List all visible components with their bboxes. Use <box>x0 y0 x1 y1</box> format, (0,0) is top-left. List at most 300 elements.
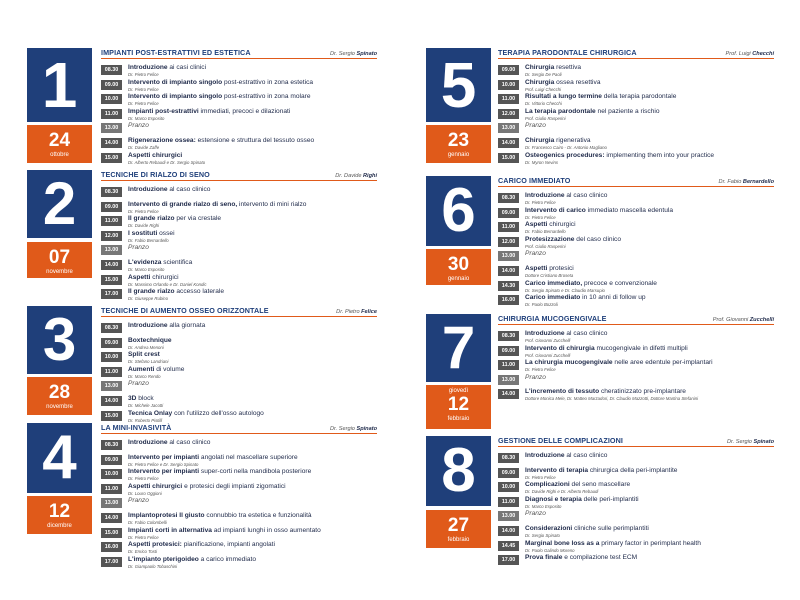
session-title-rest: al caso clinico <box>564 192 608 199</box>
time-badge: 13.00 <box>498 251 519 261</box>
module-date <box>27 125 92 163</box>
session-title <box>525 192 607 200</box>
time-badge: 13.00 <box>498 375 519 385</box>
time-badge: 11.00 <box>498 94 519 104</box>
session-title <box>525 481 630 489</box>
date-month: gennaio <box>447 276 470 282</box>
session-title <box>128 380 149 388</box>
time-badge: 17.00 <box>101 557 122 567</box>
coordinator-surname: Spinato <box>753 439 774 445</box>
module-title: CARICO IMMEDIATO <box>498 176 571 185</box>
session-speaker: Dr. Vittorio Checchi <box>525 101 562 107</box>
session-title <box>525 294 646 302</box>
module-date <box>27 377 92 415</box>
time-badge: 09.00 <box>498 65 519 75</box>
coordinator-surname: Spinato <box>356 426 377 432</box>
session-speaker: Dr. Roberto Pistilli <box>128 417 163 423</box>
session-title-bold: Split crest <box>128 351 160 359</box>
session-title-rest: del seno mascellare <box>569 481 631 489</box>
time-badge: 12.00 <box>101 231 122 241</box>
session-speaker: Dr. Enrico Tosti <box>128 549 158 555</box>
time-badge: 08.30 <box>498 331 519 341</box>
session-title-bold: Introduzione <box>128 322 168 329</box>
time-badge: 08.30 <box>101 440 122 450</box>
module-number: 2 <box>27 170 92 238</box>
schedule-list <box>101 186 377 303</box>
schedule-list <box>101 439 377 570</box>
session-title-bold: Il grande rialzo <box>128 288 175 296</box>
session-title-bold: Intervento di chirurgia <box>525 344 595 352</box>
session-title <box>128 108 290 116</box>
session-title-bold: Introduzione <box>525 330 565 337</box>
session-title <box>128 201 306 209</box>
session-speaker: Prof. Luigi Checchi <box>525 86 562 92</box>
session-speaker: Dr. Stefano Landriani <box>128 359 169 365</box>
time-badge: 10.00 <box>101 94 122 104</box>
session-speaker: Prof. Giovanni Zucchelli <box>525 338 571 343</box>
coordinator-name: Sergio <box>338 426 357 432</box>
session-title <box>525 221 576 229</box>
time-badge: 16.00 <box>101 542 122 552</box>
schedule-row <box>101 137 377 152</box>
break-row <box>498 250 774 265</box>
session-speaker: Dr. Pietro Felice <box>128 208 159 214</box>
schedule-row <box>101 527 377 542</box>
time-badge: 12.00 <box>498 237 519 247</box>
schedule-row <box>101 288 377 303</box>
schedule-row <box>101 439 377 454</box>
session-title-bold: Introduzione <box>128 439 168 446</box>
date-month: dicembre <box>47 523 72 529</box>
session-title-bold: Intervento di impianto singolo <box>128 93 223 101</box>
schedule-row <box>498 280 774 295</box>
session-title-rest: super-corti nella mandibola posteriore <box>199 468 312 476</box>
session-title <box>128 527 321 535</box>
schedule-row <box>101 108 377 123</box>
coordinator-surname: Spinato <box>356 51 377 57</box>
session-title-rest: block <box>136 394 154 402</box>
session-title-bold: Marginal bone loss as a <box>525 539 600 547</box>
schedule-row <box>498 265 774 280</box>
schedule-row <box>101 410 377 425</box>
module-coordinator <box>719 179 774 185</box>
session-title-bold: Aspetti chirurgici <box>128 482 183 490</box>
session-title-bold: Il grande rialzo <box>128 215 175 223</box>
session-title <box>525 207 673 215</box>
module-header <box>498 314 774 325</box>
session-speaker: Dottore Monica Mele, Dr. Matteo Marzadori, Dr. Claudio Mazzotti, Dottore Martina Stefanini <box>525 396 699 402</box>
date-day: 28 <box>48 382 71 403</box>
session-speaker: Dr. Pietro Felice <box>525 200 556 205</box>
session-title <box>128 468 311 476</box>
session-speaker: Prof. Giovanni Zucchelli <box>525 352 571 358</box>
session-title <box>128 230 175 238</box>
session-title <box>128 137 314 145</box>
schedule-row <box>498 525 774 540</box>
session-title-rest: pianificazione, impianti angolati <box>181 541 275 549</box>
session-title-rest: cliniche sulle perimplantiti <box>572 524 649 532</box>
session-title <box>128 512 312 520</box>
date-day: 07 <box>48 247 71 268</box>
session-title-bold: Introduzione <box>525 452 565 459</box>
time-badge: 16.00 <box>498 295 519 305</box>
session-title-bold: Tecnica Onlay <box>128 409 173 417</box>
session-title <box>525 359 713 367</box>
time-badge: 14.30 <box>498 281 519 291</box>
session-title-bold: Introduzione <box>525 192 565 199</box>
time-badge: 09.00 <box>498 346 519 356</box>
module-date <box>27 242 92 278</box>
session-title <box>525 93 676 101</box>
schedule-row <box>498 207 774 222</box>
session-title-rest: resettiva <box>554 64 582 71</box>
session-title <box>128 152 182 160</box>
date-day: 24 <box>48 130 71 151</box>
session-title-rest: al caso clinico <box>167 439 211 446</box>
module-title: LA MINI-INVASIVITÀ <box>101 423 172 432</box>
session-title-rest: Pranzo <box>128 497 149 505</box>
coordinator-name: Giovanni <box>726 317 750 323</box>
session-title <box>128 288 224 296</box>
session-title-rest: rigenerativa <box>554 136 591 144</box>
module-title: IMPIANTI POST-ESTRATTIVI ED ESTETICA <box>101 48 251 57</box>
time-badge: 09.00 <box>101 80 122 90</box>
session-title-bold: Aspetti <box>128 273 151 281</box>
session-title <box>525 137 591 145</box>
schedule-row <box>498 93 774 108</box>
time-badge: 11.00 <box>101 109 122 119</box>
session-speaker: Dr. Giuseppe Rubino <box>128 296 168 302</box>
session-title-rest: post-estrattivo in zona molare <box>222 93 311 101</box>
module-date <box>27 496 92 534</box>
module-coordinator <box>336 309 377 315</box>
session-title <box>525 330 607 338</box>
session-title-rest: della terapia parodontale <box>601 93 677 101</box>
date-month: novembre <box>46 404 73 410</box>
session-title-rest: post-estrattivo in zona estetica <box>222 78 314 86</box>
session-title-rest: Pranzo <box>525 510 546 518</box>
session-speaker: Dr. Fabio Colombelli <box>128 519 167 525</box>
time-badge: 13.00 <box>101 123 122 133</box>
time-badge: 14.45 <box>498 541 519 551</box>
break-row <box>101 244 377 259</box>
session-title-rest: Pranzo <box>525 373 546 381</box>
session-title <box>128 410 264 418</box>
session-title-bold: Osteogenics procedures: <box>525 151 605 159</box>
coordinator-surname: Bernardello <box>742 179 774 185</box>
module-coordinator <box>713 317 774 323</box>
session-title-bold: Aumenti <box>128 365 155 373</box>
session-title-bold: Chirurgia <box>525 64 555 71</box>
session-title-bold: L'impianto pterigoideo <box>128 555 199 563</box>
module-title: TERAPIA PARODONTALE CHIRURGICA <box>498 48 637 57</box>
date-day: 30 <box>447 254 470 275</box>
session-speaker: Dr. Sergio Spinato <box>525 532 560 538</box>
date-weekday: giovedì <box>448 388 469 394</box>
session-title-rest: accesso laterale <box>174 288 225 296</box>
coordinator-prefix: Dr. <box>329 426 339 432</box>
coordinator-prefix: Prof. <box>725 51 739 57</box>
session-title-rest: scientifica <box>161 258 193 266</box>
coordinator-name: Pietro <box>344 309 362 315</box>
session-title-rest: primary factor in perimplant health <box>599 539 701 547</box>
session-title-rest: immediato mascella edentula <box>585 206 674 214</box>
time-badge: 15.00 <box>101 411 122 421</box>
time-badge: 15.00 <box>498 153 519 163</box>
session-title-bold: Aspetti protesici: <box>128 541 182 549</box>
session-title-rest: nelle aree edentule per-implantari <box>612 359 713 367</box>
schedule-row <box>498 294 774 309</box>
time-badge: 08.30 <box>101 65 122 75</box>
schedule-list <box>101 322 377 424</box>
session-speaker: Dr. Pietro Felice e Dr. Sergio Spinato <box>128 461 199 467</box>
session-title-rest: implementing them into your practice <box>604 151 715 159</box>
time-badge: 17.00 <box>101 289 122 299</box>
time-badge: 13.00 <box>498 511 519 521</box>
session-speaker: Dr. Francesco Cairo - Dr. Antonio Magliano <box>525 144 607 150</box>
date-month: gennaio <box>447 152 470 158</box>
time-badge: 10.00 <box>101 352 122 362</box>
session-title-rest: intervento di mini rialzo <box>237 200 307 208</box>
schedule-list <box>101 64 377 166</box>
session-speaker: Dr. Marco Esposito <box>525 503 562 509</box>
coordinator-name: Sergio <box>735 439 754 445</box>
schedule-row <box>101 93 377 108</box>
time-badge: 13.00 <box>101 498 122 508</box>
schedule-list <box>498 64 774 166</box>
module-date <box>426 125 491 163</box>
module-number: 3 <box>27 306 92 374</box>
time-badge: 15.00 <box>101 275 122 285</box>
session-speaker: Dr. Marco Esposito <box>128 266 165 272</box>
session-title <box>525 280 657 288</box>
module-coordinator <box>335 173 377 179</box>
break-row <box>498 510 774 525</box>
session-title <box>128 186 210 194</box>
session-title-bold: Considerazioni <box>525 524 573 532</box>
coordinator-name: Luigi <box>738 51 753 57</box>
session-title-bold: 3D <box>128 394 137 402</box>
session-title-rest: chirurgica della peri-implantite <box>588 466 678 474</box>
session-title <box>128 366 184 374</box>
time-badge: 17.00 <box>498 555 519 565</box>
module-date <box>426 385 491 429</box>
session-title-bold: Intervento di impianto singolo <box>128 78 223 86</box>
schedule-row <box>101 201 377 216</box>
schedule-row <box>498 496 774 511</box>
session-title-rest: ossea resettiva <box>554 78 601 86</box>
session-title-rest: chirurgici <box>150 273 179 281</box>
schedule-row <box>101 395 377 410</box>
session-title-bold: Prova finale <box>525 554 563 562</box>
session-title-rest: connubbio tra estetica e funzionalità <box>204 511 312 519</box>
schedule-row <box>498 108 774 123</box>
schedule-row <box>498 540 774 555</box>
date-month: febbraio <box>447 537 470 543</box>
time-badge: 12.00 <box>498 109 519 119</box>
session-title <box>128 244 149 252</box>
time-badge: 11.00 <box>101 216 122 226</box>
session-title <box>128 454 298 462</box>
time-badge: 13.00 <box>498 123 519 133</box>
session-title-bold: Impianti post-estrattivi <box>128 107 199 115</box>
session-title-rest: protesici <box>547 264 574 272</box>
time-badge: 10.00 <box>101 469 122 479</box>
session-title-rest: chirurgici <box>547 221 576 229</box>
session-title <box>525 122 546 130</box>
session-title <box>525 108 660 116</box>
date-day: 23 <box>447 130 470 151</box>
session-title <box>128 64 206 72</box>
schedule-row <box>101 230 377 245</box>
session-title-rest: precoce e convenzionale <box>582 279 657 287</box>
schedule-row <box>498 467 774 482</box>
session-title-rest: per via crestale <box>174 215 222 223</box>
time-badge: 14.00 <box>101 260 122 270</box>
module-header <box>101 306 377 317</box>
session-title-rest: in 10 anni di follow up <box>580 294 646 302</box>
time-badge: 11.00 <box>101 484 122 494</box>
session-title-rest: e compilazione test ECM <box>562 554 638 562</box>
session-title <box>128 337 172 345</box>
session-title <box>525 525 649 533</box>
session-title <box>128 215 221 223</box>
schedule-row <box>498 481 774 496</box>
coordinator-prefix: Dr. <box>726 439 736 445</box>
coordinator-name: Sergio <box>338 51 357 57</box>
session-title-rest: al caso clinico <box>167 186 211 193</box>
session-title <box>525 467 677 475</box>
session-speaker: Dr. Paolo Galindo Moreno <box>525 547 575 553</box>
session-speaker: Dr. Marco Esposito <box>128 115 165 121</box>
schedule-row <box>498 64 774 79</box>
break-row <box>101 380 377 395</box>
coordinator-surname: Felice <box>361 309 377 315</box>
coordinator-prefix: Dr. <box>336 309 345 315</box>
session-speaker: Dr. Pietro Felice <box>525 367 556 373</box>
schedule-row <box>101 259 377 274</box>
session-title-rest: Pranzo <box>128 244 149 252</box>
time-badge: 11.00 <box>498 497 519 507</box>
time-badge: 14.00 <box>498 138 519 148</box>
session-title-rest: nel paziente a rischio <box>595 107 660 115</box>
session-title-bold: Protesizzazione <box>525 235 575 243</box>
session-title-bold: Intervento di grande rialzo di seno, <box>128 200 238 208</box>
session-speaker: Dr. Michele Jacotti <box>128 402 164 408</box>
session-title-bold: Intervento di carico <box>525 206 586 214</box>
session-title <box>525 345 688 353</box>
schedule-row <box>498 452 774 467</box>
session-title-bold: Carico immediato <box>525 294 581 302</box>
session-title-rest: Pranzo <box>525 250 546 258</box>
time-badge: 14.00 <box>101 138 122 148</box>
schedule-row <box>498 236 774 251</box>
schedule-row <box>101 152 377 167</box>
session-title-bold: Complicazioni <box>525 481 570 489</box>
date-month: febbraio <box>447 416 470 422</box>
session-title <box>525 236 621 244</box>
session-title <box>128 274 179 282</box>
session-title-rest: con l'utilizzo dell'osso autologo <box>172 409 264 417</box>
session-title-rest: delle peri-implantiti <box>581 495 639 503</box>
session-title <box>525 152 714 160</box>
session-title-bold: Carico immediato, <box>525 279 583 287</box>
schedule-list <box>498 192 774 309</box>
session-speaker: Dr. Pietro Felice <box>525 474 556 480</box>
session-speaker: Dr. Massimo Orlando e Dr. Daniel Kondic <box>128 281 207 287</box>
schedule-row <box>101 322 377 337</box>
schedule-row <box>101 454 377 469</box>
schedule-row <box>101 512 377 527</box>
schedule-row <box>498 359 774 374</box>
session-title <box>128 556 256 564</box>
session-title <box>525 540 701 548</box>
date-month: novembre <box>46 269 73 275</box>
session-title <box>525 554 637 562</box>
session-speaker: Dr. Paolo Bozzoli <box>525 302 558 308</box>
session-title <box>128 497 149 505</box>
schedule-row <box>498 330 774 345</box>
session-title-bold: Intervento per impianti <box>128 453 200 461</box>
coordinator-prefix: Prof. <box>712 317 727 323</box>
session-title <box>128 259 192 267</box>
session-speaker: Prof. Giulio Rasperini <box>525 243 566 249</box>
module-coordinator <box>330 51 377 57</box>
session-title-rest: ai casi clinici <box>167 64 207 71</box>
time-badge: 08.30 <box>101 323 122 333</box>
session-speaker: Dr. Davide Zaffe <box>128 144 160 150</box>
session-speaker: Dr. Pietro Felice <box>128 476 159 482</box>
session-speaker: Dr. Fabio Bernardello <box>525 229 566 235</box>
session-title-bold: La terapia parodontale <box>525 107 596 115</box>
date-month: ottobre <box>50 152 69 158</box>
schedule-row <box>101 468 377 483</box>
schedule-row <box>498 388 774 403</box>
session-speaker: Dr. Sergio De Paoli <box>525 72 562 77</box>
time-badge: 09.00 <box>101 202 122 212</box>
session-title-rest: cheratinizzato pre-implantare <box>599 388 686 396</box>
schedule-row <box>101 366 377 381</box>
session-speaker: Dr. Fabio Bernardello <box>128 237 169 243</box>
session-speaker: Dr. Andrea Menoni <box>128 344 164 350</box>
coordinator-surname: Checchi <box>752 51 774 57</box>
session-speaker: Dr. Sergio Spinato e Dr. Claudio Marsupio <box>525 287 605 293</box>
module-title: GESTIONE DELLE COMPLICAZIONI <box>498 436 623 445</box>
session-title-bold: Chirurgia <box>525 78 555 86</box>
time-badge: 14.00 <box>498 266 519 276</box>
session-title-rest: estensione e struttura del tessuto osseo <box>195 136 315 144</box>
module-coordinator <box>727 439 774 445</box>
coordinator-surname: Zucchelli <box>749 317 774 323</box>
session-title-bold: Intervento per impianti <box>128 468 200 476</box>
module-date <box>426 249 491 285</box>
time-badge: 11.00 <box>101 367 122 377</box>
time-badge: 08.30 <box>498 193 519 203</box>
schedule-row <box>498 152 774 167</box>
module-header <box>498 176 774 187</box>
session-speaker: Dr. Davide Righi e Dr. Alberto Rebaudi <box>525 489 599 495</box>
session-title-bold: Impianti corti in alternativa <box>128 526 212 534</box>
session-title <box>525 452 607 460</box>
schedule-row <box>101 556 377 571</box>
session-title <box>128 122 149 130</box>
session-title-bold: Diagnosi e terapia <box>525 495 582 503</box>
time-badge: 14.00 <box>498 526 519 536</box>
session-title-rest: ossei <box>157 229 175 237</box>
session-speaker: Dr. Pietro Felice <box>128 72 159 77</box>
session-title-bold: Introduzione <box>128 64 168 71</box>
schedule-row <box>101 337 377 352</box>
